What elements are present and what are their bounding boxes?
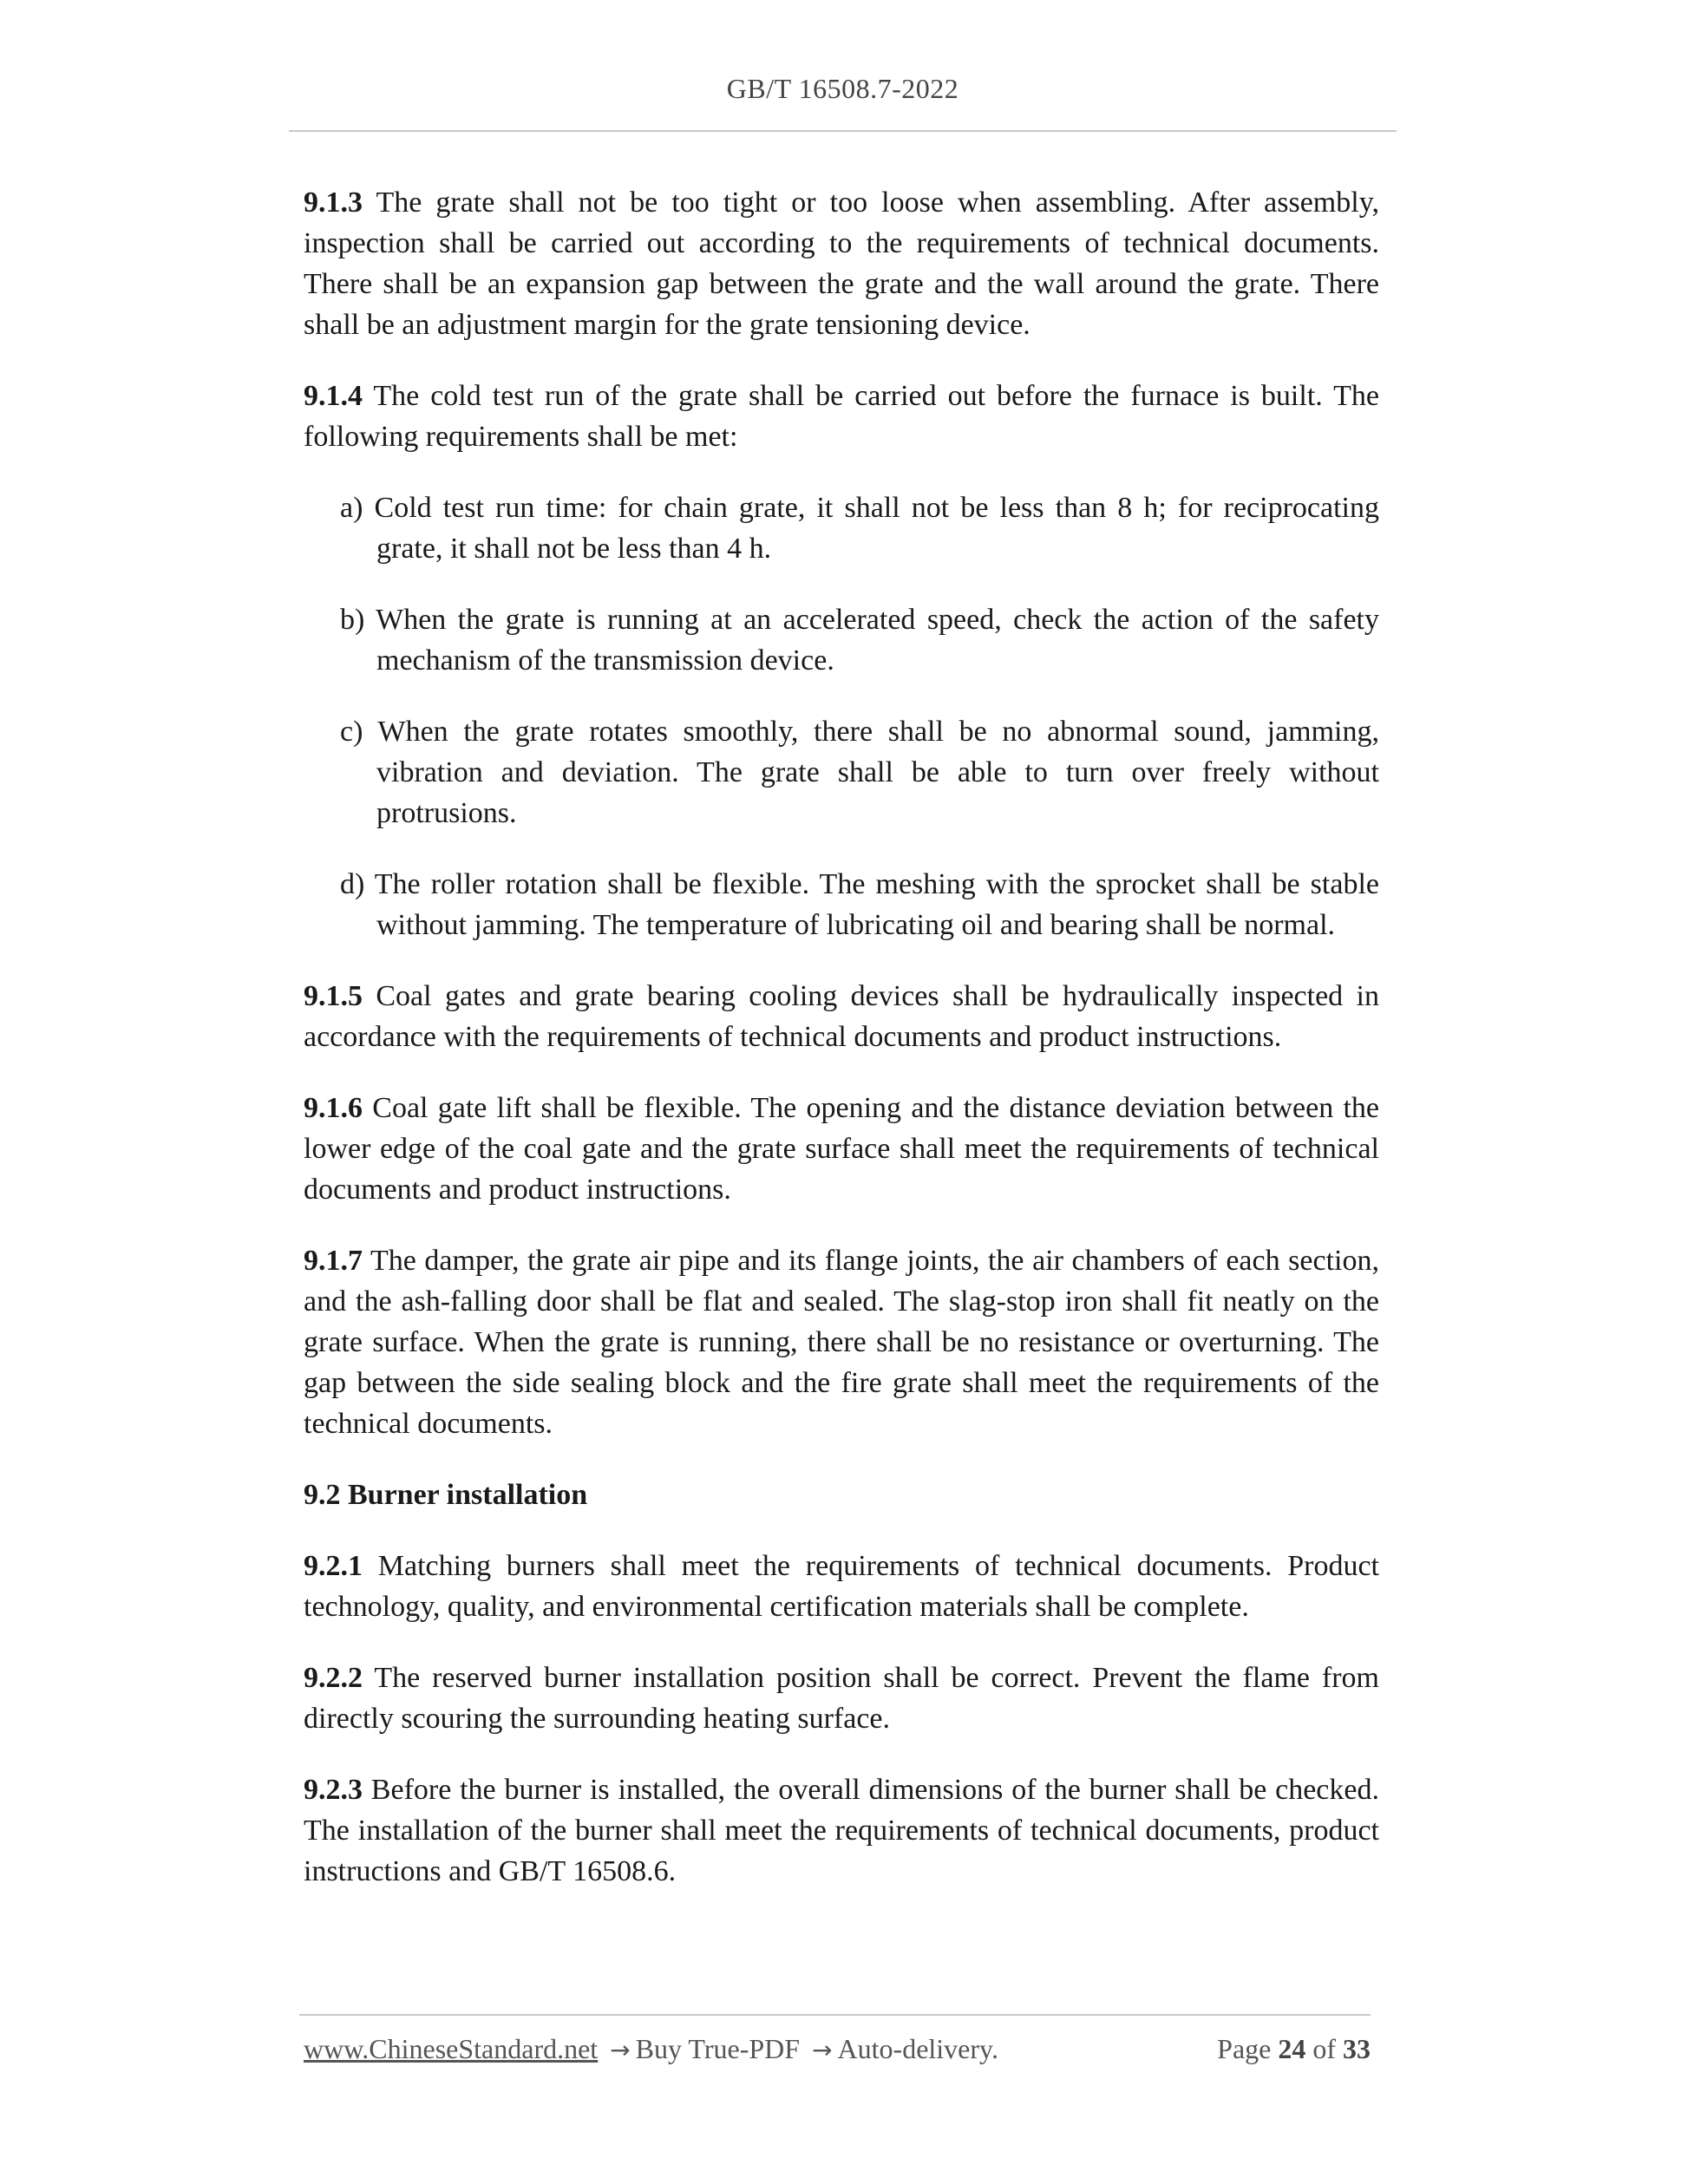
- clause-text: The reserved burner installation position shall be correct. Prevent the flame from directly scouring the surrounding heating surface.: [304, 1662, 1379, 1735]
- clause-number: 9.2.1: [304, 1550, 363, 1582]
- section-heading-9-2: 9.2 Burner installation: [304, 1479, 588, 1511]
- clause-number: 9.1.5: [304, 980, 363, 1012]
- page-number-indicator: [1217, 2033, 1371, 2065]
- clause-number: 9.2.2: [304, 1662, 363, 1694]
- footer-promo: [304, 2033, 998, 2065]
- clause-number: 9.1.7: [304, 1245, 363, 1277]
- list-item-a: a) Cold test run time: for chain grate, it shall not be less than 8 h; for reciprocating grate, it shall not be less than 4 h.: [340, 492, 1379, 565]
- of-label: of: [1312, 2033, 1336, 2064]
- list-item-b: b) When the grate is running at an accelerated speed, check the action of the safety mechanism of the transmission device.: [340, 604, 1379, 677]
- clause-9-1-5: [304, 976, 1379, 1057]
- arrow-right-icon: →: [610, 2036, 631, 2064]
- page-label: Page: [1217, 2033, 1272, 2064]
- page-footer: [304, 2033, 1371, 2065]
- clause-number: 9.1.4: [304, 380, 363, 412]
- document-body: [304, 182, 1379, 1922]
- current-page-number: 24: [1278, 2033, 1306, 2064]
- clause-9-2-3: [304, 1769, 1379, 1892]
- document-header-title: GB/T 16508.7-2022: [726, 73, 959, 104]
- clause-text: The damper, the grate air pipe and its flange joints, the air chambers of each section, and the ash-falling door shall be flat and sealed. The slag-stop iron shall fit neatly on the grate surface. When the grate is running, there shall be no resistance or overturning. The gap between the side sealing block and the fire grate shall meet the requirements of the technical documents.: [304, 1245, 1379, 1440]
- clause-text: Coal gates and grate bearing cooling devices shall be hydraulically inspected in accordance with the requirements of technical documents and product instructions.: [304, 980, 1379, 1053]
- clause-number: 9.2.3: [304, 1774, 363, 1806]
- clause-9-1-6: [304, 1088, 1379, 1210]
- clause-text: The grate shall not be too tight or too loose when assembling. After assembly, inspection shall be carried out according to the requirements of technical documents. There shall be an expansion gap between the grate and the wall around the grate. There shall be an adjustment margin for the grate tensioning device.: [304, 186, 1379, 341]
- header-divider: [289, 130, 1397, 132]
- clause-9-2-2: [304, 1658, 1379, 1739]
- list-item-d: d) The roller rotation shall be flexible. The meshing with the sprocket shall be stable without jamming. The temperature of lubricating oil and bearing shall be normal.: [340, 868, 1379, 941]
- clause-9-1-3: [304, 182, 1379, 345]
- total-pages-number: 33: [1343, 2033, 1371, 2064]
- website-link[interactable]: www.ChineseStandard.net: [304, 2033, 599, 2064]
- clause-number: 9.1.6: [304, 1092, 363, 1124]
- clause-text: Coal gate lift shall be flexible. The opening and the distance deviation between the lower edge of the coal gate and the grate surface shall meet the requirements of technical documents and product instructions.: [304, 1092, 1379, 1206]
- clause-9-2-1: [304, 1546, 1379, 1627]
- clause-9-1-7: [304, 1240, 1379, 1444]
- footer-divider: [299, 2014, 1371, 2016]
- clause-text: Matching burners shall meet the requirements of technical documents. Product technology, quality, and environmental certification materials shall be complete.: [304, 1550, 1379, 1623]
- clause-text: The cold test run of the grate shall be carried out before the furnace is built. The following requirements shall be met:: [304, 380, 1379, 453]
- clause-number: 9.1.3: [304, 186, 363, 219]
- list-item-c: c) When the grate rotates smoothly, there shall be no abnormal sound, jamming, vibration and deviation. The grate shall be able to turn over freely without protrusions.: [340, 716, 1379, 829]
- buy-true-pdf-text: Buy True-PDF: [635, 2033, 801, 2064]
- arrow-right-icon: →: [812, 2036, 833, 2064]
- clause-9-1-4: [304, 376, 1379, 457]
- clause-text: Before the burner is installed, the overall dimensions of the burner shall be checked. The installation of the burner shall meet the requirements of technical documents, product instructions and GB/T 16508.6.: [304, 1774, 1379, 1887]
- auto-delivery-text: Auto-delivery.: [837, 2033, 998, 2064]
